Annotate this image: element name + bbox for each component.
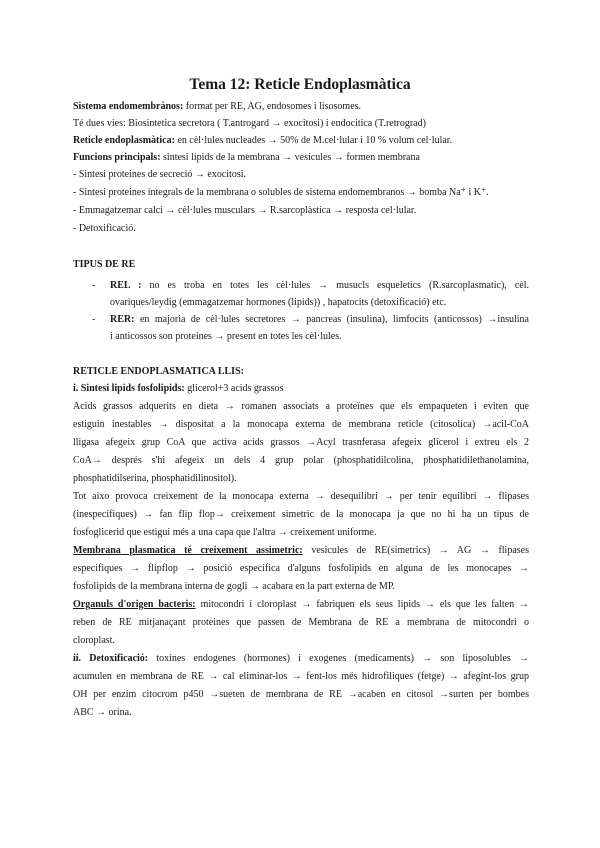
paragraph-line: lligasa afegeix grup CoA que activa acids grassos →Acyl trasnferasa afegeix glicerol i extreu els 2	[73, 437, 529, 448]
rel-line-2: ovariques/leydig (emmagatzemar hormones (lipids)) , hapatocits (detoxificació) etc.	[110, 297, 447, 308]
rer-label: RER:	[110, 314, 135, 325]
funcio-item: - Emmagatzemar calci → cèl·lules musculars → R.sarcoplàstica → resposta cel·lular.	[73, 205, 417, 216]
organuls-line: Organuls d'origen bacteris: mitocondri i cloroplast → fabriquen els seus lipids → els que les falten →	[73, 599, 529, 610]
funcions-text: sintesi lipids de la membrana → vesicules → formen membrana	[160, 152, 420, 163]
rer-line-2: i anticossos son proteines → present en totes les cèl·lules.	[110, 331, 342, 342]
sistema-line	[73, 100, 529, 113]
paragraph-line: Acids grassos adquerits en dieta → romanen associats a proteïnes que els empaqueten i eviten que	[73, 401, 529, 412]
reticle-line	[73, 134, 529, 147]
reticle-label: Reticle endoplasmàtica:	[73, 135, 175, 146]
llis-heading: RETICLE ENDOPLASMATICA LLIS:	[73, 366, 244, 377]
rer-bullet: -	[92, 314, 96, 325]
vies-line: Té dues vies: Biosintetica secretora ( T.antrogard → exocitosi) i endocitica (T.retrograd)	[73, 118, 426, 129]
organuls-label: Organuls d'origen bacteris:	[73, 599, 196, 610]
funcio-item: - Sintesi proteines integrals de la membrana o solubles de sistema endomembranos → bomba Na⁺ i K⁺.	[73, 187, 489, 198]
paragraph-line: phosphatidilserina, phosphatidilinositol).	[73, 473, 237, 484]
rel-label: REL :	[110, 280, 142, 291]
paragraph-line: (inespecifiques) → fan flip flop→ creixement simetric de la monocapa ja que no hi ha un tipus de	[73, 509, 529, 520]
paragraph-line: Tot aixo provoca creixement de la monocapa externa → desequilibri → per tenir equilibri → flipases	[73, 491, 529, 502]
tipus-heading: TIPUS DE RE	[73, 259, 136, 270]
paragraph-line: fosfolipids de la membrana interna de gogli → acabara en la part externa de MP.	[73, 581, 395, 592]
paragraph-line: ABC → orina.	[73, 707, 132, 718]
paragraph-line: especifiques → flipflop → posició especifica d'alguns fosfolipids en alguna de les monocapes →	[73, 563, 529, 574]
rer-line-1: RER: en majoria de cèl·lules secretores → pancreas (insulina), limfocits (anticossos) →insulina	[110, 314, 529, 325]
paragraph-line: CoA→ després s'hi afegeix un dels 4 grup polar (phosphatidilcolina, phosphatidilethanolamina,	[73, 455, 529, 466]
paragraph-line: cloroplast.	[73, 635, 115, 646]
rel-bullet: -	[92, 280, 96, 291]
membrana-label: Membrana plasmatica té creixement assimetric:	[73, 545, 303, 556]
paragraph-line: acumulen en membrana de RE → cal eliminar-los → fent-los més hidrofiliques (fetge) → afegint-los grup	[73, 671, 529, 682]
sintesi-line: i. Sintesi lipids fosfolipids: glicerol+3 acids grassos	[73, 383, 284, 394]
sistema-label: Sistema endomembrànos:	[73, 101, 184, 112]
membrana-line: Membrana plasmatica té creixement assimetric: vesicules de RE(simetrics) → AG → flipases	[73, 545, 529, 556]
detox-label: ii. Detoxificació:	[73, 653, 149, 664]
reticle-text: en cèl·lules nucleades → 50% de M.cel·lular i 10 % volum cel·lular.	[174, 135, 453, 146]
funcio-item: - Sintesi proteines de secreció → exocitosi.	[73, 169, 247, 180]
paragraph-line: fosfoglicerid que estigui més a una capa que l'altra → creixement uniforme.	[73, 527, 377, 538]
sistema-text: format per RE, AG, endosomes i lisosomes.	[183, 101, 362, 112]
funcio-item: - Detoxificació.	[73, 223, 136, 234]
paragraph-line: OH per enzim citocrom p450 →sueten de membrana de RE →acaben en citosol →surten per bombes	[73, 689, 529, 700]
detox-line: ii. Detoxificació: toxines endogenes (hormones) i exogenes (medicaments) → son liposolubles →	[73, 653, 529, 664]
funcions-label: Funcions principals:	[73, 152, 161, 163]
paragraph-line: reben de RE mitjanaçant proteines que passen de Membrana de RE a membrana de mitocondri o	[73, 617, 529, 628]
rel-line-1: REL : no es troba en totes les cèl·lules → musucls esqueletics (R.sarcoplasmatic), cèl.	[110, 280, 529, 291]
sintesi-label: i. Sintesi lipids fosfolipids:	[73, 383, 185, 394]
page-title: Tema 12: Reticle Endoplasmàtica	[189, 76, 411, 93]
paragraph-line: estiguin inestables → dispositat a la monocapa externa de membrana reticle (citosolica) →acil-CoA	[73, 419, 529, 430]
funcions-line	[73, 151, 529, 164]
